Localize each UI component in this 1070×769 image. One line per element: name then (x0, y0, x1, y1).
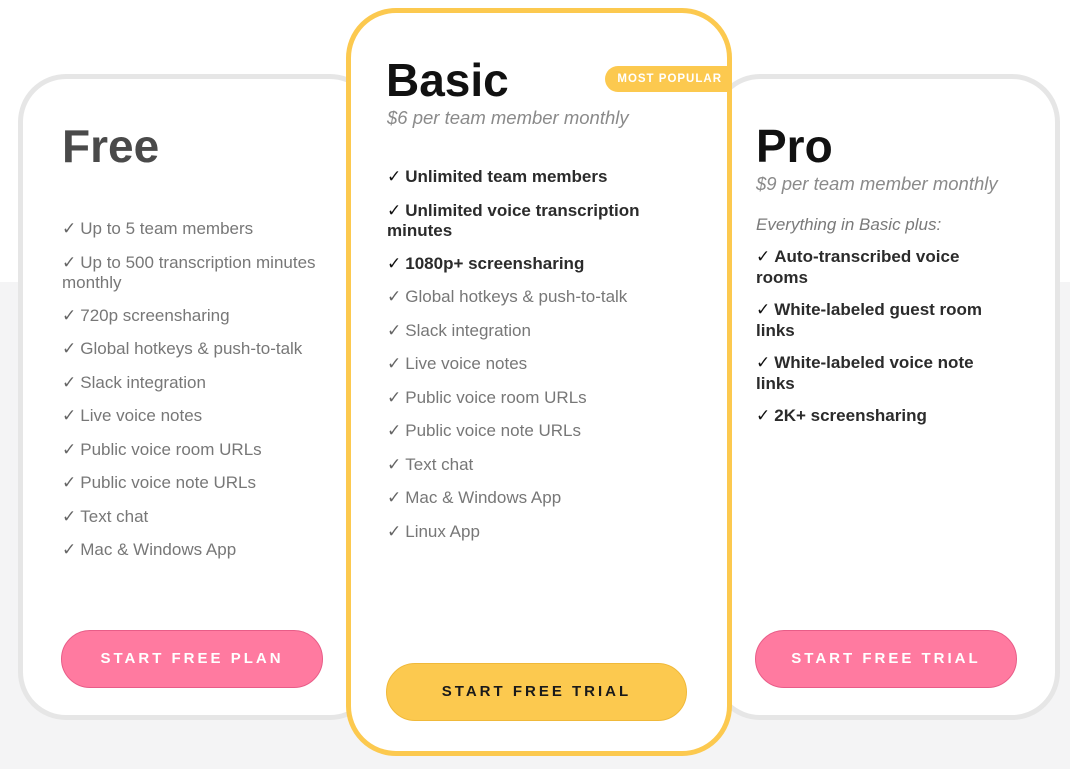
feature-item (387, 167, 687, 188)
feature-label: Slack integration (405, 320, 531, 340)
feature-label: 2K+ screensharing (774, 406, 927, 425)
check-icon: ✓ (62, 372, 77, 393)
feature-item (62, 473, 322, 494)
feature-label: Public voice note URLs (80, 473, 257, 492)
feature-item (62, 253, 322, 293)
plan-price: $9 per team member monthly (756, 173, 998, 194)
feature-item (62, 440, 322, 461)
check-icon: ✓ (387, 354, 402, 374)
feature-label: Global hotkeys & push-to-talk (80, 339, 303, 358)
feature-label: Text chat (80, 506, 149, 526)
feature-label: Public voice room URLs (80, 439, 262, 459)
check-icon: ✓ (62, 439, 77, 460)
feature-item (387, 488, 687, 509)
check-icon: ✓ (62, 506, 77, 527)
feature-item (387, 201, 687, 241)
check-icon: ✓ (62, 219, 77, 239)
feature-item (62, 406, 322, 427)
feature-item (62, 507, 322, 528)
feature-label: White-labeled voice note links (756, 353, 974, 393)
check-icon: ✓ (387, 454, 402, 475)
start-free-trial-pro-button[interactable]: START FREE TRIAL (755, 630, 1017, 688)
feature-item (756, 406, 1016, 427)
feature-list (62, 219, 322, 574)
plan-title: Pro (756, 120, 833, 172)
most-popular-badge: MOST POPULAR (605, 66, 732, 92)
plan-card-basic (346, 8, 732, 756)
feature-label: 1080p+ screensharing (405, 253, 585, 273)
plan-card-pro (712, 74, 1060, 720)
feature-item (387, 254, 687, 275)
feature-label: Linux App (405, 521, 480, 541)
feature-label: Live voice notes (80, 406, 203, 425)
check-icon: ✓ (387, 167, 402, 187)
check-icon: ✓ (387, 421, 402, 441)
check-icon: ✓ (756, 353, 771, 373)
feature-label: Live voice notes (405, 354, 528, 373)
feature-label: Mac & Windows App (80, 540, 237, 559)
feature-item (387, 287, 687, 308)
start-free-trial-basic-button[interactable]: START FREE TRIAL (386, 663, 687, 721)
feature-label: White-labeled guest room links (756, 300, 983, 340)
feature-item (387, 354, 687, 375)
feature-item (387, 388, 687, 409)
feature-item (387, 522, 687, 543)
check-icon: ✓ (387, 521, 402, 542)
feature-list (756, 247, 1016, 440)
feature-label: Auto-transcribed voice rooms (756, 247, 960, 287)
feature-item (62, 339, 322, 360)
feature-label: Public voice room URLs (405, 387, 587, 407)
check-icon: ✓ (756, 247, 771, 267)
check-icon: ✓ (62, 339, 77, 359)
check-icon: ✓ (387, 253, 402, 274)
feature-item (62, 219, 322, 240)
plan-intro: Everything in Basic plus: (756, 215, 942, 234)
feature-list (387, 167, 687, 555)
feature-label: Text chat (405, 454, 474, 474)
check-icon: ✓ (387, 320, 402, 341)
feature-label: Slack integration (80, 372, 206, 392)
check-icon: ✓ (62, 473, 77, 493)
feature-item (756, 247, 1016, 287)
check-icon: ✓ (756, 300, 771, 320)
plan-title: Basic (386, 54, 509, 106)
check-icon: ✓ (62, 540, 77, 560)
feature-item (387, 321, 687, 342)
check-icon: ✓ (62, 252, 77, 273)
feature-item (62, 306, 322, 327)
feature-item (387, 421, 687, 442)
check-icon: ✓ (62, 406, 77, 426)
feature-label: Global hotkeys & push-to-talk (405, 287, 628, 306)
feature-label: Public voice note URLs (405, 421, 582, 440)
feature-label: Up to 500 transcription minutes monthly (62, 252, 316, 292)
feature-item (756, 353, 1016, 393)
feature-label: Up to 5 team members (80, 219, 254, 238)
plan-title: Free (62, 120, 160, 172)
plan-card-free (18, 74, 378, 720)
plan-price: $6 per team member monthly (387, 107, 629, 128)
feature-item (62, 540, 322, 561)
start-free-plan-button[interactable]: START FREE PLAN (61, 630, 323, 688)
feature-item (62, 373, 322, 394)
feature-label: Unlimited team members (405, 167, 608, 186)
check-icon: ✓ (756, 406, 771, 426)
check-icon: ✓ (62, 305, 77, 326)
check-icon: ✓ (387, 488, 402, 508)
feature-label: 720p screensharing (80, 305, 230, 325)
feature-label: Unlimited voice transcription minutes (387, 200, 640, 240)
check-icon: ✓ (387, 287, 402, 307)
check-icon: ✓ (387, 200, 402, 221)
feature-item (756, 300, 1016, 340)
feature-label: Mac & Windows App (405, 488, 562, 507)
feature-item (387, 455, 687, 476)
check-icon: ✓ (387, 387, 402, 408)
